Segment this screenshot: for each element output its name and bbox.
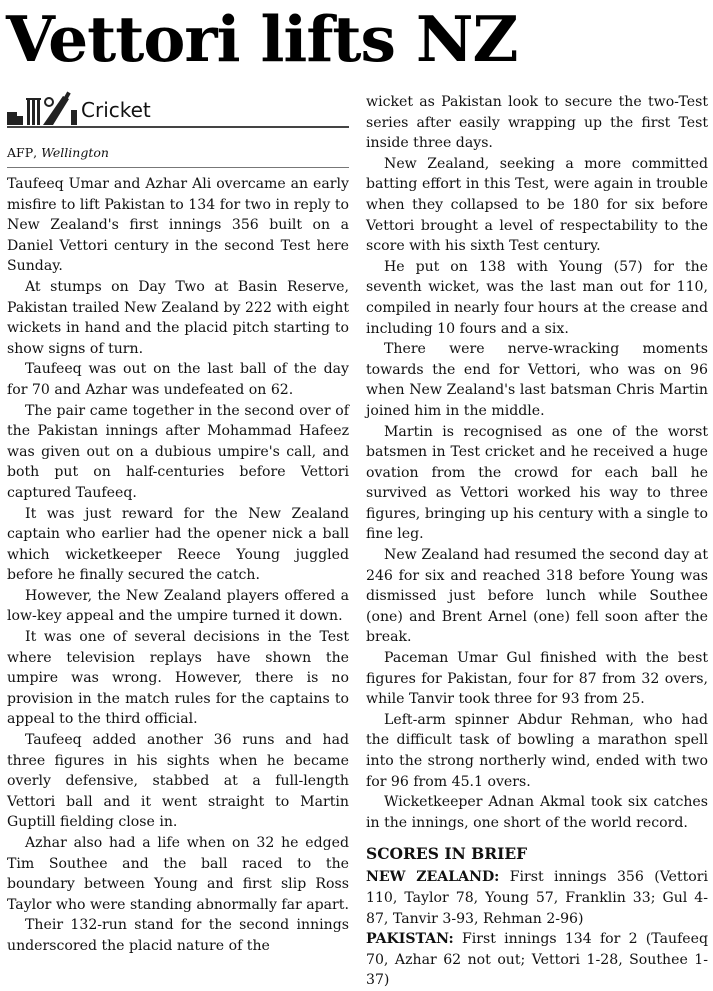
right-column bbox=[366, 92, 708, 991]
paragraph: Taufeeq Umar and Azhar Ali overcame an early misfire to lift Pakistan to 134 for two in reply to New Zealand's first innings 356 built on a Daniel Vettori century in the second Test here Sunday. bbox=[7, 176, 349, 275]
byline: AFP, Wellington bbox=[7, 144, 349, 168]
score-label-pak: PAKISTAN: bbox=[366, 931, 454, 948]
paragraph: The pair came together in the second over of the Pakistan innings after Mohammad Hafeez was given out on a dubious umpire's call, and both put on half-centuries before Vettori captured Taufeeq. bbox=[7, 402, 349, 501]
paragraph: Taufeeq was out on the last ball of the day for 70 and Azhar was undefeated on 62. bbox=[7, 361, 349, 398]
paragraph: Their 132-run stand for the second innings underscored the placid nature of the bbox=[7, 917, 349, 954]
cricket-bat-ball-icon bbox=[7, 90, 79, 126]
paragraph: New Zealand, seeking a more committed batting effort in this Test, were again in trouble when they collapsed to be 180 for six before Vettori brought a level of respectability to the score with his sixth Test century. bbox=[366, 155, 708, 255]
score-text-pak: First innings 134 for 2 (Taufeeq 70, Azhar 62 not out; Vettori 1-28, Southee 1-37) bbox=[366, 931, 708, 989]
paragraph: New Zealand had resumed the second day at 246 for six and reached 318 before Young was dismissed just before lunch while Southee (one) and Brent Arnel (one) fell soon after the break. bbox=[366, 547, 708, 646]
paragraph: At stumps on Day Two at Basin Reserve, Pakistan trailed New Zealand by 222 with eight wickets in hand and the placid pitch starting to show signs of turn. bbox=[7, 278, 349, 357]
section-label: Cricket bbox=[81, 98, 151, 122]
headline: Vettori lifts NZ bbox=[6, 2, 518, 76]
score-line-pak bbox=[366, 929, 708, 991]
section-kicker bbox=[7, 90, 349, 128]
byline-agency: AFP bbox=[7, 145, 34, 160]
paragraph: Azhar also had a life when on 32 he edged Tim Southee and the ball raced to the boundary between Young and first slip Ross Taylor who were standing abnormally far apart. bbox=[7, 835, 349, 913]
scores-heading: SCORES IN BRIEF bbox=[366, 844, 528, 864]
score-line-nz bbox=[366, 867, 708, 929]
paragraph: Paceman Umar Gul finished with the best figures for Pakistan, four for 87 from 32 overs, while Tanvir took three for 93 from 25. bbox=[366, 650, 708, 708]
paragraph: There were nerve-wracking moments towards the end for Vettori, who was on 96 when New Zealand's last batsman Chris Martin joined him in the middle. bbox=[366, 341, 708, 419]
paragraph: Martin is recognised as one of the worst batsmen in Test cricket and he received a huge ovation from the crowd for each ball he survived as Vettori worked his way to three figures, bringing up his century with a single to fine leg. bbox=[366, 423, 708, 543]
paragraph: Wicketkeeper Adnan Akmal took six catches in the innings, one short of the world record. bbox=[366, 794, 708, 831]
paragraph: However, the New Zealand players offered a low-key appeal and the umpire turned it down. bbox=[7, 587, 349, 625]
paragraph: He put on 138 with Young (57) for the seventh wicket, was the last man out for 110, compiled in nearly four hours at the crease and including 10 fours and a six. bbox=[366, 258, 708, 337]
score-label-nz: NEW ZEALAND: bbox=[366, 869, 500, 886]
paragraph-continuation: wicket as Pakistan look to secure the two-Test series after easily wrapping up the first Test inside three days. bbox=[366, 94, 708, 152]
left-column bbox=[7, 90, 349, 957]
score-text-nz: First innings 356 (Vettori 110, Taylor 78, Young 57, Franklin 33; Gul 4-87, Tanvir 3-93, Rehman 2-96) bbox=[366, 869, 708, 927]
paragraph: Left-arm spinner Abdur Rehman, who had the difficult task of bowling a marathon spell into the strong northerly wind, ended with two for 96 from 45.1 overs. bbox=[366, 711, 708, 790]
byline-place: Wellington bbox=[41, 145, 109, 160]
paragraph: Taufeeq added another 36 runs and had three figures in his sights when he became overly defensive, stabbed at a full-length Vettori ball and it went straight to Martin Guptill fielding close in. bbox=[7, 732, 349, 831]
paragraph: It was just reward for the New Zealand captain who earlier had the opener nick a ball which wicketkeeper Reece Young juggled before he finally secured the catch. bbox=[7, 505, 349, 584]
paragraph: It was one of several decisions in the Test where television replays have shown the umpire was wrong. However, there is no provision in the match rules for the captains to appeal to the third official. bbox=[7, 629, 349, 728]
